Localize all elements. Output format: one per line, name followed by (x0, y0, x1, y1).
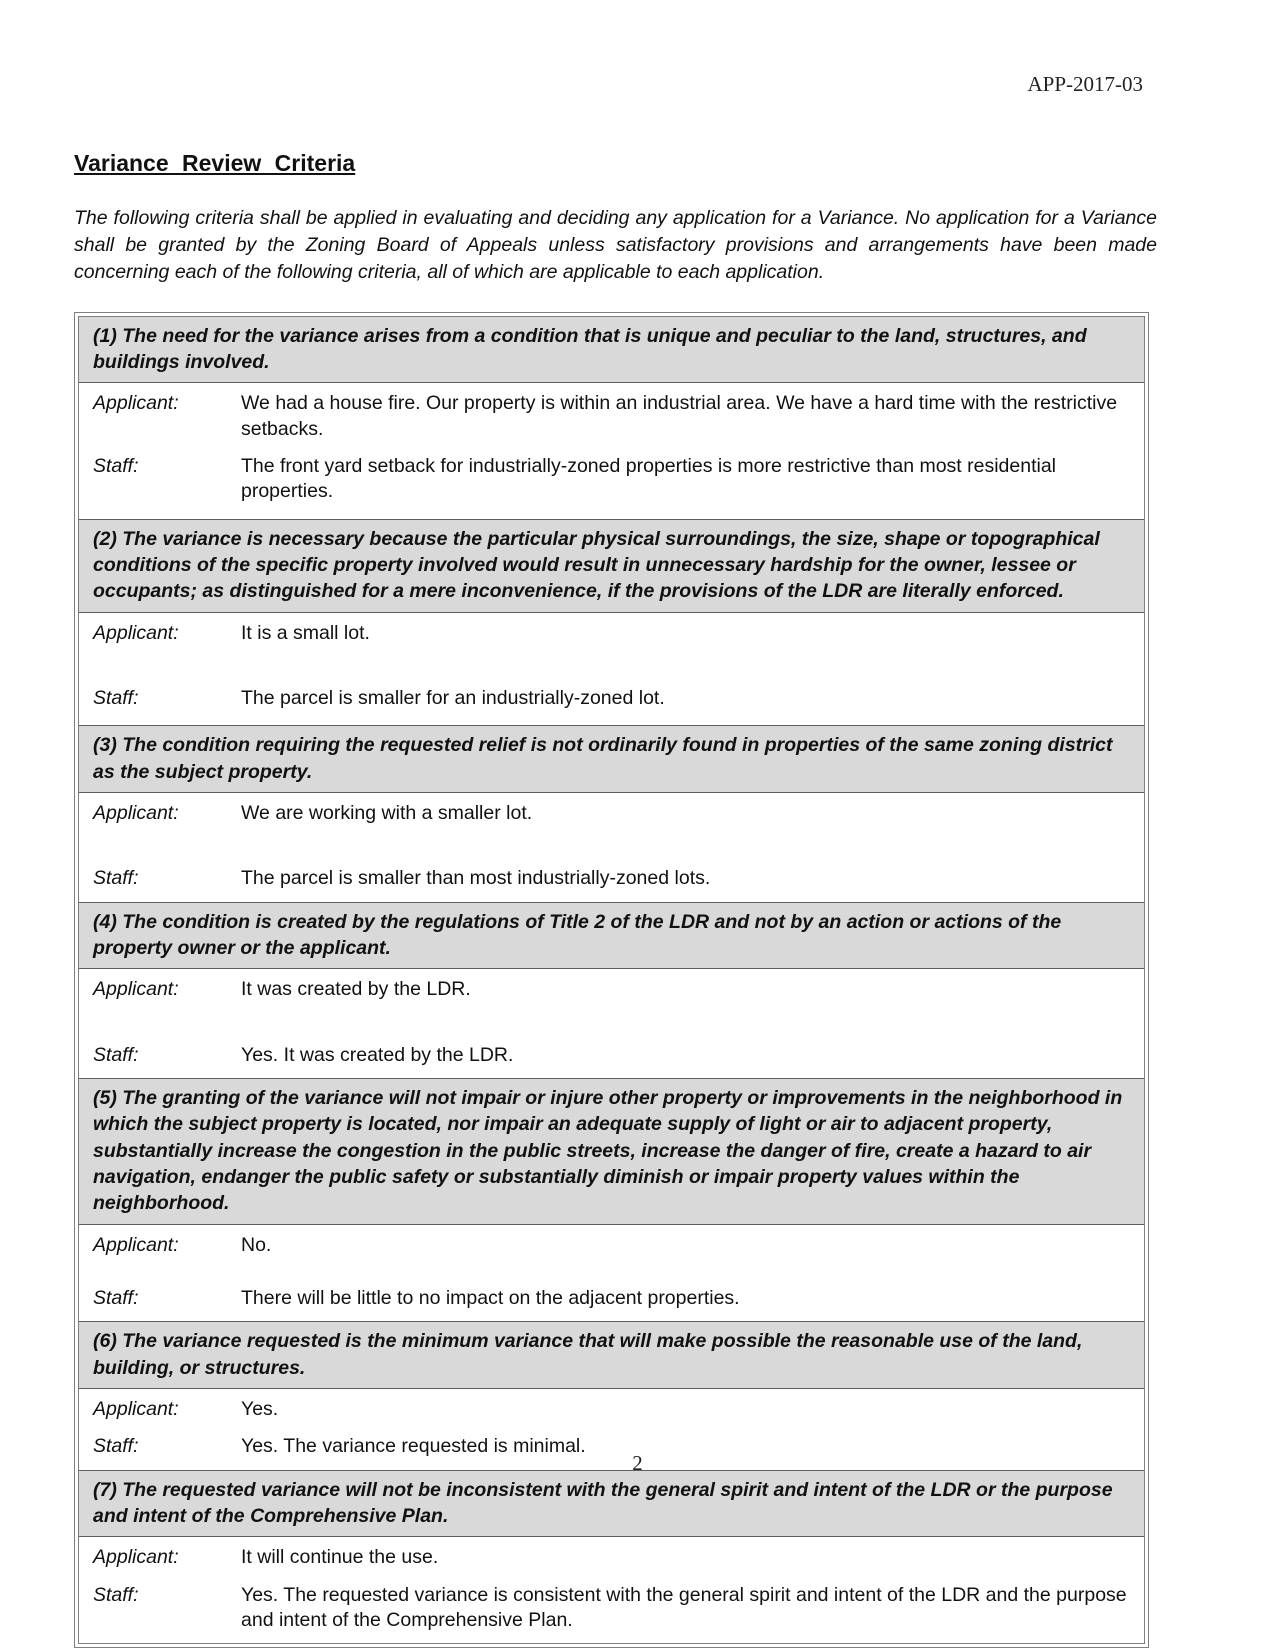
applicant-row (79, 1225, 1144, 1280)
applicant-response: It was created by the LDR. (241, 978, 471, 1001)
staff-label: Staff: (93, 1583, 139, 1606)
staff-row (79, 1577, 1144, 1644)
criterion-header: (5) The granting of the variance will not impair or injure other property or improvements in the neighborhood in which the subject property is located, nor impair an adequate supply of light or air to adjacent property, substantially increase the congestion in the public streets, increase the danger of fire, create a hazard to air navigation, endanger the public safety or substantially diminish or impair property values within the neighborhood. (79, 1079, 1144, 1225)
criterion-section-2 (79, 519, 1144, 726)
page-content (74, 150, 1157, 1648)
criterion-header: (4) The condition is created by the regulations of Title 2 of the LDR and not by an action or actions of the property owner or the applicant. (79, 903, 1144, 970)
intro-paragraph: The following criteria shall be applied in evaluating and deciding any application for a Variance. No application for a Variance shall be granted by the Zoning Board of Appeals unless satisfactory provisions and arrangements have been made concerning each of the following criteria, all of which are applicable to each application. (74, 207, 1157, 283)
applicant-label: Applicant: (93, 1397, 179, 1420)
staff-label: Staff: (93, 455, 139, 478)
applicant-row (79, 613, 1144, 680)
criteria-table (74, 312, 1149, 1648)
applicant-label: Applicant: (93, 1233, 179, 1256)
criterion-section-1 (79, 317, 1144, 519)
staff-row (79, 1280, 1144, 1321)
criterion-header: (7) The requested variance will not be inconsistent with the general spirit and intent of the LDR or the purpose and intent of the Comprehensive Plan. (79, 1471, 1144, 1538)
staff-label: Staff: (93, 1043, 139, 1066)
applicant-row (79, 383, 1144, 448)
staff-row (79, 1037, 1144, 1078)
staff-response: The parcel is smaller for an industrially-zoned lot. (241, 687, 665, 709)
criterion-section-4 (79, 902, 1144, 1078)
staff-label: Staff: (93, 687, 139, 709)
applicant-label: Applicant: (93, 801, 179, 824)
criteria-table-body (78, 316, 1145, 1644)
staff-response: The front yard setback for industrially-zoned properties is more restrictive than most residential properties. (241, 455, 1057, 503)
applicant-response: We are working with a smaller lot. (241, 801, 533, 824)
applicant-row (79, 793, 1144, 860)
staff-response: Yes. The requested variance is consistent with the general spirit and intent of the LDR and the purpose and intent of the Comprehensive Plan. (241, 1583, 1127, 1631)
applicant-row (79, 1537, 1144, 1576)
applicant-label: Applicant: (93, 392, 179, 415)
applicant-response: We had a house fire. Our property is within an industrial area. We have a hard time with the restrictive setbacks. (241, 392, 1118, 440)
applicant-response: It will continue the use. (241, 1546, 439, 1569)
document-number: APP-2017-03 (1027, 72, 1143, 96)
staff-label: Staff: (93, 867, 139, 890)
applicant-label: Applicant: (93, 1546, 179, 1569)
page-number: 2 (632, 1451, 643, 1475)
staff-response: The parcel is smaller than most industrially-zoned lots. (241, 867, 711, 890)
criterion-header: (6) The variance requested is the minimum variance that will make possible the reasonable use of the land, building, or structures. (79, 1322, 1144, 1389)
staff-label: Staff: (93, 1435, 139, 1458)
criterion-section-5 (79, 1078, 1144, 1321)
staff-label: Staff: (93, 1286, 139, 1309)
applicant-response: It is a small lot. (241, 621, 370, 644)
applicant-row (79, 1389, 1144, 1428)
applicant-response: Yes. (241, 1397, 279, 1420)
page-title: Variance Review Criteria (74, 150, 356, 176)
staff-row (79, 860, 1144, 901)
criterion-header: (1) The need for the variance arises from a condition that is unique and peculiar to the land, structures, and buildings involved. (79, 317, 1144, 384)
applicant-response: No. (241, 1233, 272, 1256)
staff-response: Yes. The variance requested is minimal. (241, 1435, 586, 1458)
applicant-row (79, 969, 1144, 1036)
criterion-header: (3) The condition requiring the requested relief is not ordinarily found in properties of the same zoning district as the subject property. (79, 726, 1144, 793)
staff-response: Yes. It was created by the LDR. (241, 1043, 514, 1066)
applicant-label: Applicant: (93, 621, 179, 644)
criterion-section-7 (79, 1470, 1144, 1644)
staff-row (79, 680, 1144, 725)
criterion-section-6 (79, 1321, 1144, 1469)
applicant-label: Applicant: (93, 978, 179, 1001)
criterion-header: (2) The variance is necessary because the particular physical surroundings, the size, shape or topographical conditions of the specific property involved would result in unnecessary hardship for the owner, lessee or occupants; as distinguished for a mere inconvenience, if the provisions of the LDR are literally enforced. (79, 520, 1144, 613)
staff-row (79, 448, 1144, 519)
criterion-section-3 (79, 725, 1144, 901)
staff-response: There will be little to no impact on the adjacent properties. (241, 1286, 740, 1309)
